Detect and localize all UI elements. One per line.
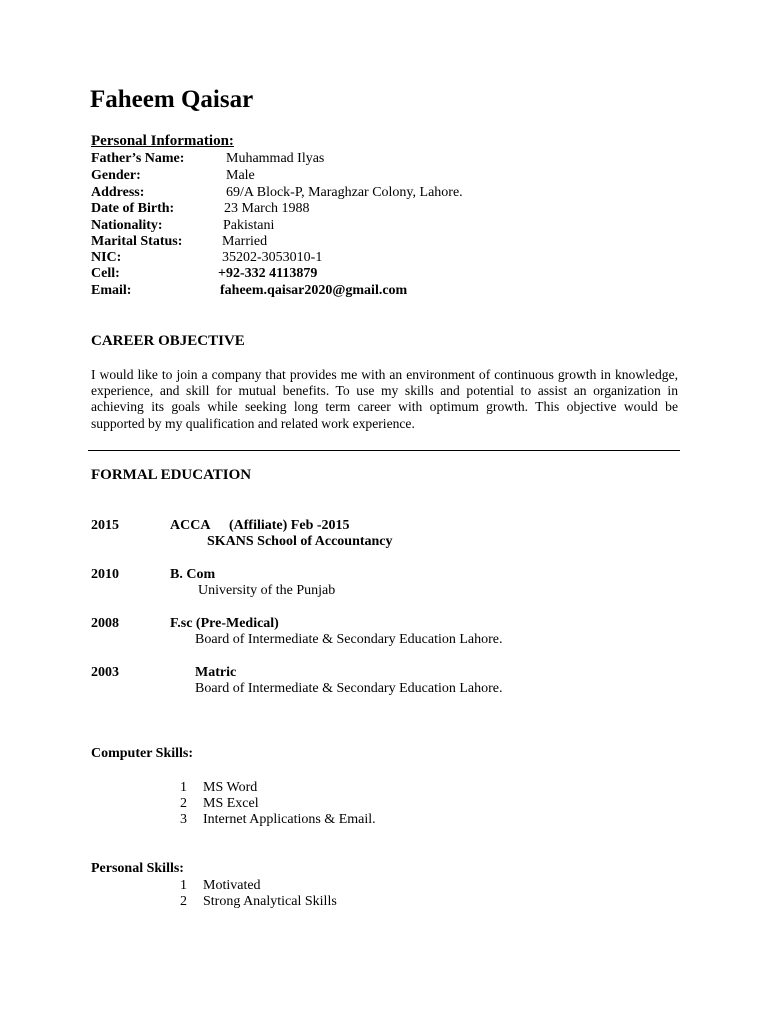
personal-skills-heading: Personal Skills:: [91, 861, 184, 876]
career-objective-text: I would like to join a company that provides me with an environment of continuous growth in knowledge, experience, and skill for mutual benefits. To use my skills and potential to assist an organization in achieving its goals while seeking long term career with optimum growth. This objective would be supported by my qualification and related work experience.: [91, 367, 678, 431]
education-degree: Matric: [195, 665, 237, 680]
nic-label: NIC:: [91, 250, 122, 265]
gender-label: Gender:: [91, 168, 141, 183]
nic-value: 35202-3053010-1: [222, 250, 323, 265]
education-year: 2003: [91, 665, 119, 680]
education-degree: ACCA: [170, 518, 211, 533]
candidate-name: Faheem Qaisar: [90, 86, 254, 113]
education-institution: Board of Intermediate & Secondary Education Lahore.: [195, 681, 503, 696]
marital-status-value: Married: [222, 234, 268, 249]
list-number: 1: [180, 878, 187, 893]
education-year: 2010: [91, 567, 119, 582]
education-institution: SKANS School of Accountancy: [207, 534, 393, 549]
cell-value: +92-332 4113879: [218, 266, 318, 281]
career-objective-heading: CAREER OBJECTIVE: [91, 333, 245, 349]
education-degree: B. Com: [170, 567, 216, 582]
education-year: 2015: [91, 518, 119, 533]
list-number: 2: [180, 796, 187, 811]
fathers-name-label: Father’s Name:: [91, 151, 185, 166]
list-item: MS Word: [203, 780, 258, 795]
formal-education-heading: FORMAL EDUCATION: [91, 467, 252, 483]
cell-label: Cell:: [91, 266, 120, 281]
list-item: Internet Applications & Email.: [203, 812, 376, 827]
email-value: faheem.qaisar2020@gmail.com: [220, 283, 408, 298]
marital-status-label: Marital Status:: [91, 234, 183, 249]
list-item: MS Excel: [203, 796, 259, 811]
dob-value: 23 March 1988: [224, 201, 310, 216]
education-institution: University of the Punjab: [198, 583, 336, 598]
nationality-label: Nationality:: [91, 218, 163, 233]
education-institution: Board of Intermediate & Secondary Education Lahore.: [195, 632, 503, 647]
nationality-value: Pakistani: [223, 218, 275, 233]
list-number: 3: [180, 812, 187, 827]
computer-skills-heading: Computer Skills:: [91, 746, 194, 761]
education-year: 2008: [91, 616, 119, 631]
list-number: 1: [180, 780, 187, 795]
list-number: 2: [180, 894, 187, 909]
list-item: Motivated: [203, 878, 261, 893]
personal-info-heading: Personal Information:: [91, 133, 234, 149]
dob-label: Date of Birth:: [91, 201, 175, 216]
section-divider: [88, 450, 680, 451]
list-item: Strong Analytical Skills: [203, 894, 337, 909]
education-degree: F.sc (Pre-Medical): [170, 616, 279, 631]
gender-value: Male: [226, 168, 255, 183]
fathers-name-value: Muhammad Ilyas: [226, 151, 325, 166]
education-degree-note: (Affiliate) Feb -2015: [229, 518, 350, 533]
email-label: Email:: [91, 283, 132, 298]
address-value: 69/A Block-P, Maraghzar Colony, Lahore.: [226, 185, 463, 200]
address-label: Address:: [91, 185, 145, 200]
